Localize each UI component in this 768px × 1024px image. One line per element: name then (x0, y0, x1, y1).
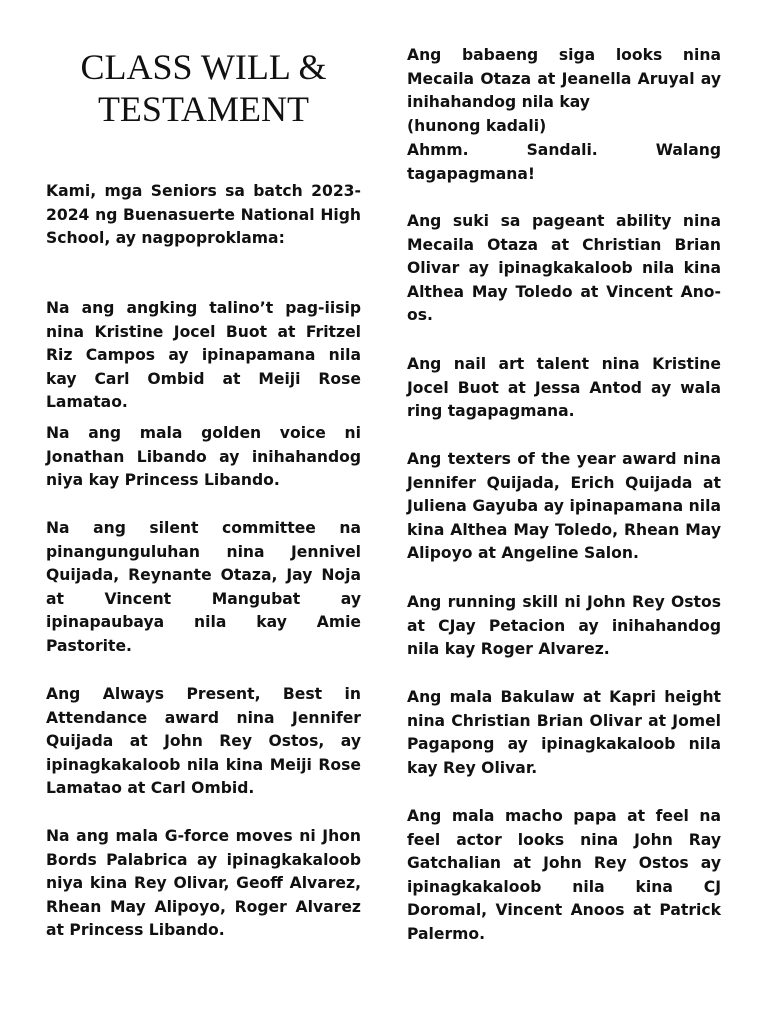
paragraph-talino: Na ang angking talino’t pag-iisip nina Kristine Jocel Buot at Fritzel Riz Campos ay ipinapamana nila kay Carl Ombid at Meiji Rose Lamatao. (46, 299, 361, 412)
paragraph-hunong-kadali: (hunong kadali) (407, 117, 547, 135)
paragraph-pageant: Ang suki sa pageant ability nina Mecaila Otaza at Christian Brian Olivar ay ipinagkakaloob nila kina Althea May Toledo at Vincent Ano-os. (407, 212, 721, 325)
paragraph-running-skill: Ang running skill ni John Rey Ostos at CJay Petacion ay inihahandog nila kay Roger Alvarez. (407, 593, 721, 659)
paragraph-g-force: Na ang mala G-force moves ni Jhon Bords Palabrica ay ipinagkakaloob niya kina Rey Olivar, Geoff Alvarez, Rhean May Alipoyo, Roger Alvarez at Princess Libando. (46, 827, 361, 940)
title-line-2: TESTAMENT (97, 89, 310, 129)
paragraph-proclamation: Kami, mga Seniors sa batch 2023-2024 ng Buenasuerte National High School, ay nagpoproklama: (46, 182, 361, 248)
paragraph-attendance: Ang Always Present, Best in Attendance award nina Jennifer Quijada at John Rey Ostos, ay ipinagkakaloob nila kina Meiji Rose Lamatao at Carl Ombid. (46, 685, 361, 798)
paragraph-bakulaw-kapri: Ang mala Bakulaw at Kapri height nina Christian Brian Olivar at Jomel Pagapong ay ipinagkakaloob nila kay Rey Olivar. (407, 688, 721, 777)
paragraph-texters: Ang texters of the year award nina Jennifer Quijada, Erich Quijada at Juliena Gayuba ay ipinapamana nila kina Althea May Toledo, Rhean May Alipoyo at Angeline Salon. (407, 450, 721, 563)
document-title (46, 46, 361, 130)
paragraph-nail-art: Ang nail art talent nina Kristine Jocel Buot at Jessa Antod ay wala ring tagapagmana. (407, 355, 721, 421)
title-line-1: CLASS WILL & (80, 47, 327, 87)
paragraph-golden-voice: Na ang mala golden voice ni Jonathan Libando ay inihahandog niya kay Princess Libando. (46, 424, 361, 490)
paragraph-silent-committee: Na ang silent committee na pinangunguluhan nina Jennivel Quijada, Reynante Otaza, Jay Noja at Vincent Mangubat ay ipinapaubaya nila kay Amie Pastorite. (46, 519, 361, 655)
paragraph-macho-papa: Ang mala macho papa at feel na feel actor looks nina John Ray Gatchalian at John Rey Ostos ay ipinagkakaloob nila kina CJ Doromal, Vincent Anoos at Patrick Palermo. (407, 807, 721, 943)
paragraph-walang-tagapagmana: Ahmm. Sandali. Walang tagapagmana! (407, 141, 721, 183)
paragraph-babaeng-siga: Ang babaeng siga looks nina Mecaila Otaza at Jeanella Aruyal ay inihahandog nila kay (407, 46, 721, 112)
